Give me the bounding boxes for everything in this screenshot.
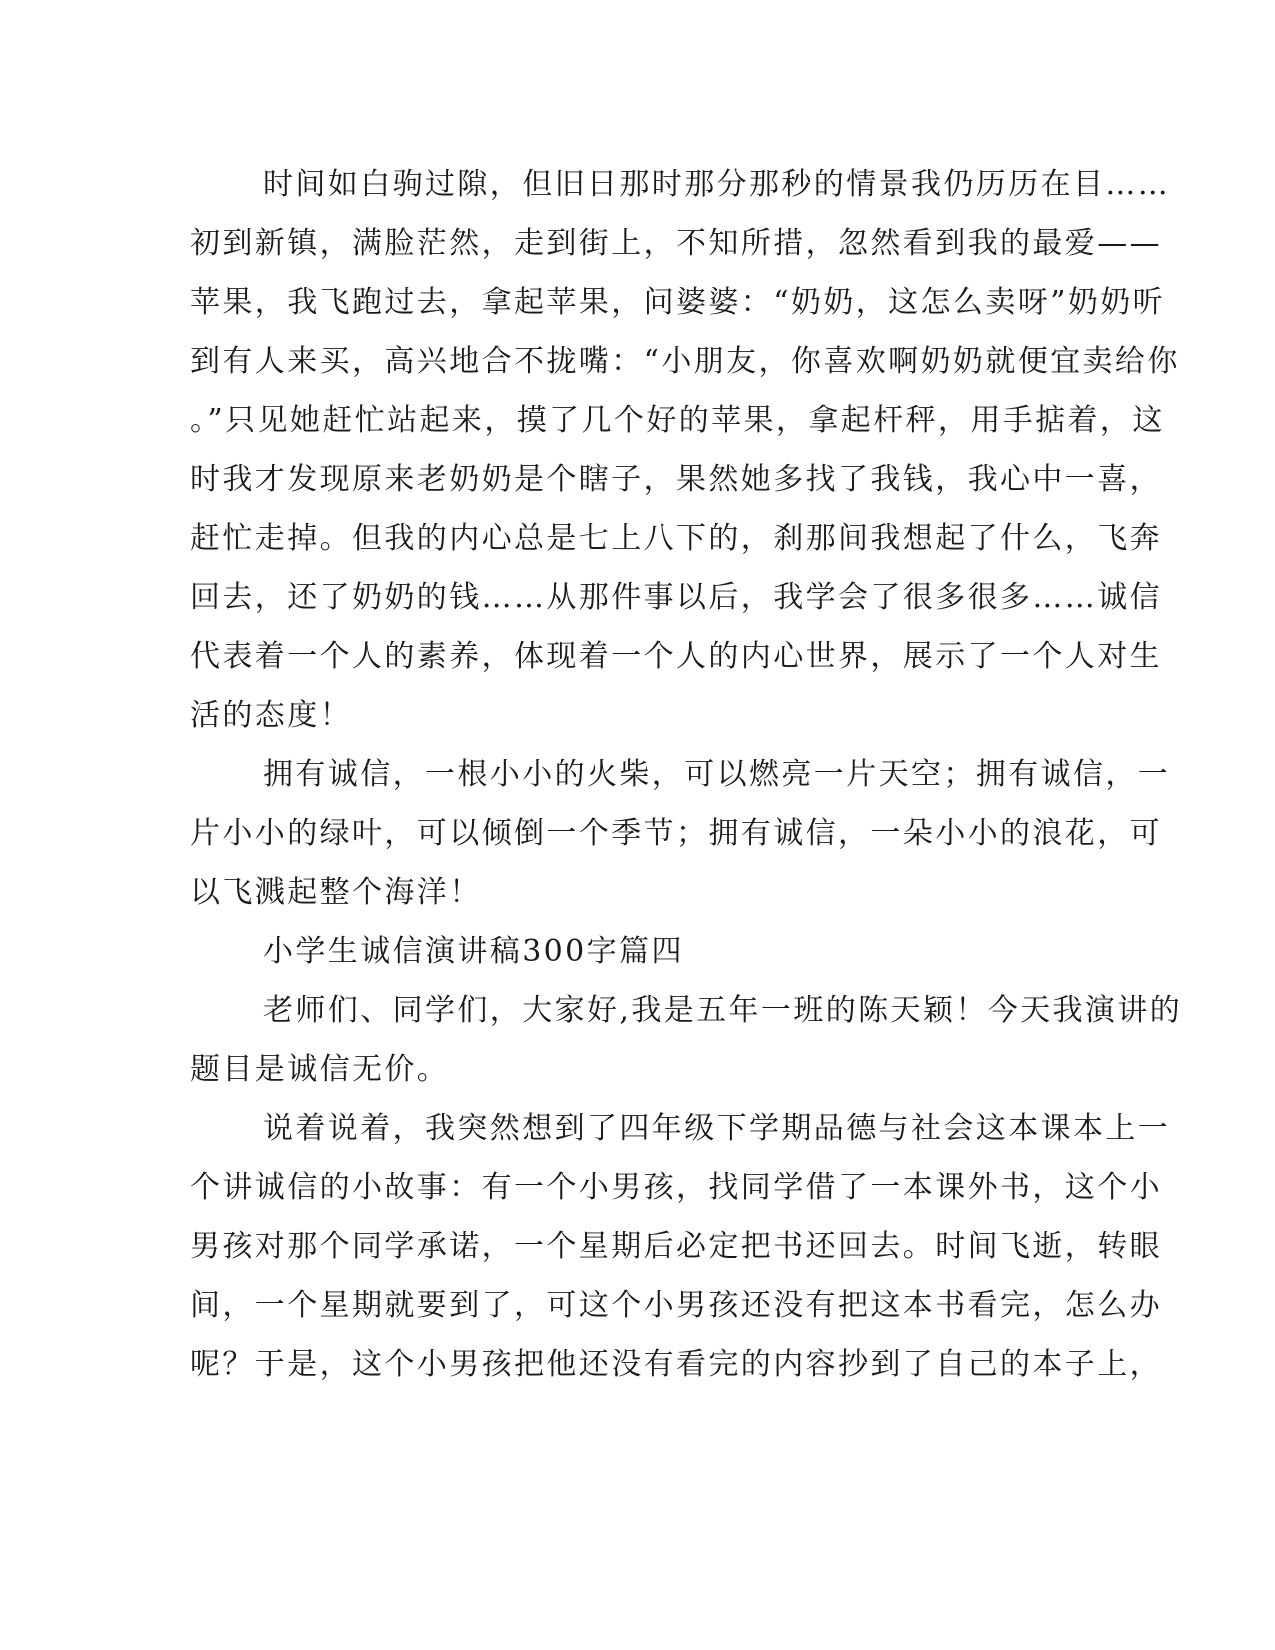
- text-line: 苹果，我飞跑过去，拿起苹果，问婆婆：“奶奶，这怎么卖呀”奶奶听: [190, 285, 1166, 320]
- text-line: 代表着一个人的素养，体现着一个人的内心世界，展示了一个人对生: [190, 639, 1162, 674]
- text-line: 个讲诚信的小故事：有一个小男孩，找同学借了一本课外书，这个小: [190, 1170, 1162, 1205]
- text-line: 呢？于是，这个小男孩把他还没有看完的内容抄到了自己的本子上，: [190, 1347, 1162, 1382]
- text-line: 。”只见她赶忙站起来，摸了几个好的苹果，拿起杆秤，用手掂着，这: [190, 403, 1165, 438]
- text-line: 活的态度！: [190, 698, 352, 733]
- text-line: 男孩对那个同学承诺，一个星期后必定把书还回去。时间飞逝，转眼: [190, 1229, 1162, 1264]
- text-line: 赶忙走掉。但我的内心总是七上八下的，刹那间我想起了什么，飞奔: [190, 521, 1162, 556]
- text-line: 间，一个星期就要到了，可这个小男孩还没有把这本书看完，怎么办: [190, 1288, 1162, 1323]
- text-line: 到有人来买，高兴地合不拢嘴：“小朋友，你喜欢啊奶奶就便宜卖给你: [190, 344, 1180, 379]
- text-line: 时间如白驹过隙，但旧日那时那分那秒的情景我仍历历在目……: [263, 167, 1171, 202]
- text-line: 老师们、同学们，大家好,我是五年一班的陈天颖！今天我演讲的: [263, 993, 1183, 1028]
- text-line: 说着说着，我突然想到了四年级下学期品德与社会这本课本上一: [263, 1111, 1171, 1146]
- text-line: 题目是诚信无价。: [190, 1052, 450, 1087]
- section-heading: 小学生诚信演讲稿300字篇四: [263, 934, 684, 969]
- text-line: 时我才发现原来老奶奶是个瞎子，果然她多找了我钱，我心中一喜，: [190, 462, 1162, 497]
- text-line: 以飞溅起整个海洋！: [190, 875, 482, 910]
- text-line: 片小小的绿叶，可以倾倒一个季节；拥有诚信，一朵小小的浪花，可: [190, 816, 1162, 851]
- text-line: 初到新镇，满脸茫然，走到街上，不知所措，忽然看到我的最爱——: [190, 226, 1162, 261]
- text-line: 拥有诚信，一根小小的火柴，可以燃亮一片天空；拥有诚信，一: [263, 757, 1171, 792]
- text-line: 回去，还了奶奶的钱……从那件事以后，我学会了很多很多……诚信: [190, 580, 1162, 615]
